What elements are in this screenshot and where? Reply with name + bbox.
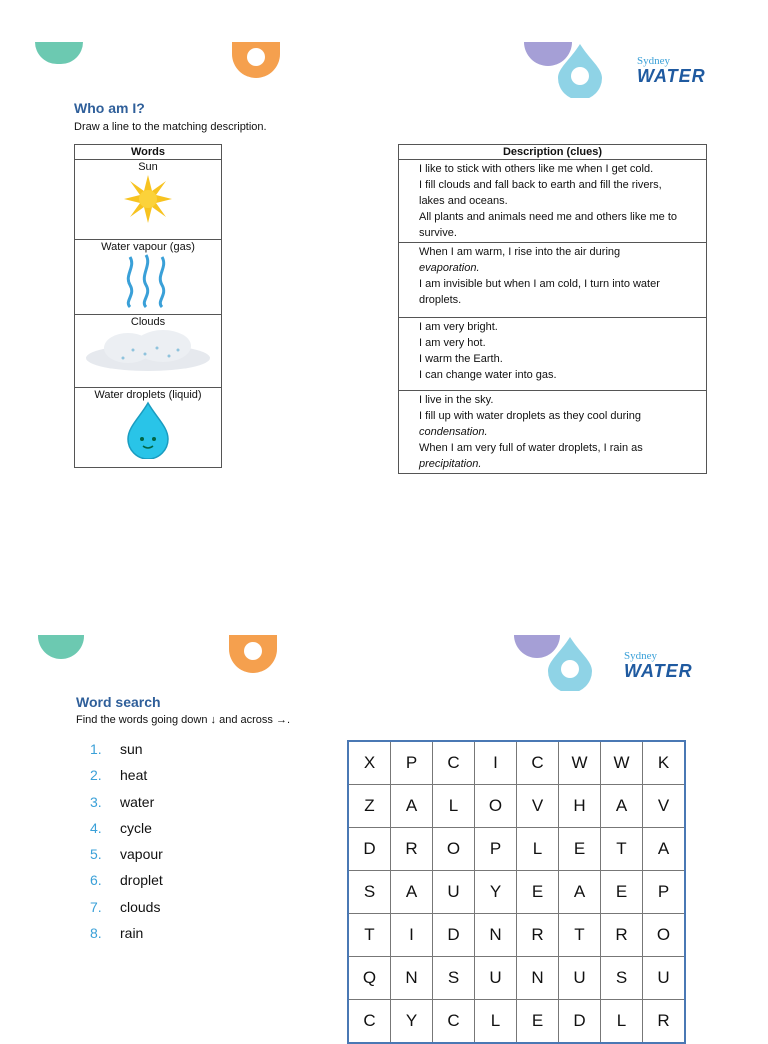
word-label: Water droplets (liquid) — [94, 389, 202, 401]
grid-cell[interactable]: C — [348, 1000, 391, 1044]
logo-sydney-text: Sydney — [637, 55, 670, 67]
list-word: heat — [120, 767, 148, 784]
grid-cell[interactable]: U — [475, 957, 517, 1000]
grid-cell[interactable]: U — [643, 957, 686, 1000]
word-search-grid — [347, 740, 686, 1044]
list-item — [90, 872, 163, 898]
grid-cell[interactable]: L — [517, 828, 559, 871]
logo-water-text: WATER — [637, 66, 706, 86]
grid-cell[interactable]: R — [643, 1000, 686, 1044]
clue-cell-2 — [399, 243, 707, 318]
list-number: 6. — [90, 872, 102, 889]
list-item — [90, 741, 163, 767]
grid-cell[interactable]: P — [391, 741, 433, 785]
grid-cell[interactable]: D — [559, 1000, 601, 1044]
grid-row — [348, 957, 685, 1000]
grid-cell[interactable]: R — [601, 914, 643, 957]
drop-icon — [512, 635, 596, 691]
clue-text: When I am warm, I rise into the air during — [419, 246, 621, 258]
orange-ring-decoration — [229, 635, 277, 673]
grid-cell[interactable]: A — [391, 871, 433, 914]
words-header: Words — [75, 145, 222, 160]
list-word: droplet — [120, 872, 163, 889]
grid-cell[interactable]: R — [517, 914, 559, 957]
grid-cell[interactable]: Y — [475, 871, 517, 914]
list-item — [90, 794, 163, 820]
clue-cell-4 — [399, 391, 707, 474]
grid-cell[interactable]: U — [433, 871, 475, 914]
grid-cell[interactable]: N — [517, 957, 559, 1000]
grid-cell[interactable]: I — [475, 741, 517, 785]
teal-semicircle-decoration — [38, 635, 84, 659]
grid-cell[interactable]: E — [601, 871, 643, 914]
list-word: water — [120, 793, 155, 810]
grid-cell[interactable]: C — [433, 741, 475, 785]
grid-cell[interactable]: N — [391, 957, 433, 1000]
who-am-i-title: Who am I? — [74, 100, 145, 116]
grid-cell[interactable]: O — [433, 828, 475, 871]
grid-cell[interactable]: S — [601, 957, 643, 1000]
list-number: 5. — [90, 846, 102, 863]
grid-cell[interactable]: T — [601, 828, 643, 871]
grid-cell[interactable]: S — [348, 871, 391, 914]
clue-cell-1 — [399, 160, 707, 243]
list-number: 3. — [90, 793, 102, 810]
grid-row — [348, 828, 685, 871]
grid-cell[interactable]: N — [475, 914, 517, 957]
clue-text: I live in the sky. — [419, 394, 494, 406]
sydney-water-logo — [637, 56, 717, 85]
word-cell-clouds — [75, 315, 222, 388]
grid-cell[interactable]: P — [643, 871, 686, 914]
logo-sydney-text: Sydney — [624, 650, 657, 662]
list-word: clouds — [120, 898, 161, 915]
grid-row — [348, 871, 685, 914]
grid-cell[interactable]: R — [391, 828, 433, 871]
grid-cell[interactable]: S — [433, 957, 475, 1000]
grid-cell[interactable]: D — [433, 914, 475, 957]
grid-cell[interactable]: O — [475, 785, 517, 828]
grid-row — [348, 914, 685, 957]
list-item — [90, 846, 163, 872]
clues-table — [398, 144, 707, 474]
logo-water-text: WATER — [624, 661, 693, 681]
clue-text: I am invisible but when I am cold, I turn into water droplets. — [419, 278, 660, 306]
grid-cell[interactable]: V — [517, 785, 559, 828]
grid-cell[interactable]: E — [517, 1000, 559, 1044]
cloud-icon — [83, 328, 213, 374]
list-number: 4. — [90, 819, 102, 836]
list-item — [90, 925, 163, 951]
word-search-instruction: Find the words going down ↓ and across →. — [76, 714, 291, 726]
clue-term: condensation. — [419, 426, 488, 438]
clue-text: All plants and animals need me and others like me to survive. — [419, 211, 678, 239]
grid-cell[interactable]: A — [643, 828, 686, 871]
word-label: Sun — [138, 161, 158, 173]
clue-text: I like to stick with others like me when I get cold. — [419, 163, 654, 175]
list-word: rain — [120, 925, 144, 942]
list-number: 7. — [90, 898, 102, 915]
list-item — [90, 820, 163, 846]
list-word: cycle — [120, 819, 152, 836]
grid-cell[interactable]: E — [559, 828, 601, 871]
grid-cell[interactable]: V — [643, 785, 686, 828]
grid-cell[interactable]: H — [559, 785, 601, 828]
grid-cell[interactable]: A — [559, 871, 601, 914]
word-cell-sun — [75, 160, 222, 240]
grid-cell[interactable]: C — [433, 1000, 475, 1044]
clue-text: I fill up with water droplets as they cool during — [419, 410, 641, 422]
grid-cell[interactable]: L — [475, 1000, 517, 1044]
grid-cell[interactable]: O — [643, 914, 686, 957]
grid-cell[interactable]: U — [559, 957, 601, 1000]
word-cell-water-vapour — [75, 240, 222, 315]
teal-semicircle-decoration — [35, 42, 83, 64]
list-word: sun — [120, 741, 143, 757]
grid-cell[interactable]: L — [433, 785, 475, 828]
list-number: 2. — [90, 767, 102, 784]
word-label: Water vapour (gas) — [101, 241, 195, 253]
grid-cell[interactable]: X — [348, 741, 391, 785]
water-vapour-icon — [118, 253, 178, 309]
orange-ring-decoration — [232, 42, 280, 78]
grid-cell[interactable]: E — [517, 871, 559, 914]
word-label: Clouds — [130, 316, 166, 328]
water-droplet-icon — [124, 401, 172, 459]
words-table — [74, 144, 222, 468]
list-number: 8. — [90, 925, 102, 942]
grid-cell[interactable]: A — [601, 785, 643, 828]
list-number: 1. — [90, 741, 102, 757]
clue-text: I am very bright. — [419, 321, 498, 333]
grid-cell[interactable]: Y — [391, 1000, 433, 1044]
grid-cell[interactable]: K — [643, 741, 686, 785]
clue-text: When I am very full of water droplets, I rain as — [419, 442, 643, 454]
grid-cell[interactable]: Z — [348, 785, 391, 828]
clue-term: evaporation. — [419, 262, 480, 274]
grid-cell[interactable]: A — [391, 785, 433, 828]
grid-cell[interactable]: W — [601, 741, 643, 785]
clue-term: precipitation. — [419, 458, 482, 470]
clue-text: I warm the Earth. — [419, 353, 503, 365]
list-item — [90, 899, 163, 925]
clue-text: I fill clouds and fall back to earth and fill the rivers, lakes and oceans. — [419, 179, 662, 207]
sun-icon — [122, 173, 174, 225]
list-word: vapour — [120, 846, 163, 863]
sydney-water-logo — [624, 651, 704, 680]
grid-cell[interactable]: W — [559, 741, 601, 785]
word-cell-water-droplets — [75, 388, 222, 468]
grid-row — [348, 1000, 685, 1044]
grid-cell[interactable]: Q — [348, 957, 391, 1000]
grid-cell[interactable]: T — [559, 914, 601, 957]
grid-cell[interactable]: L — [601, 1000, 643, 1044]
grid-row — [348, 741, 685, 785]
clue-text: I am very hot. — [419, 337, 486, 349]
grid-cell[interactable]: P — [475, 828, 517, 871]
drop-icon — [520, 42, 610, 98]
word-list — [90, 741, 163, 951]
clues-header: Description (clues) — [399, 145, 707, 160]
grid-cell[interactable]: C — [517, 741, 559, 785]
list-item — [90, 767, 163, 793]
clue-cell-3 — [399, 318, 707, 391]
grid-cell[interactable]: D — [348, 828, 391, 871]
grid-cell[interactable]: I — [391, 914, 433, 957]
grid-cell[interactable]: T — [348, 914, 391, 957]
who-am-i-instruction: Draw a line to the matching description. — [74, 121, 267, 133]
grid-row — [348, 785, 685, 828]
word-search-title: Word search — [76, 694, 161, 710]
clue-text: I can change water into gas. — [419, 369, 557, 381]
